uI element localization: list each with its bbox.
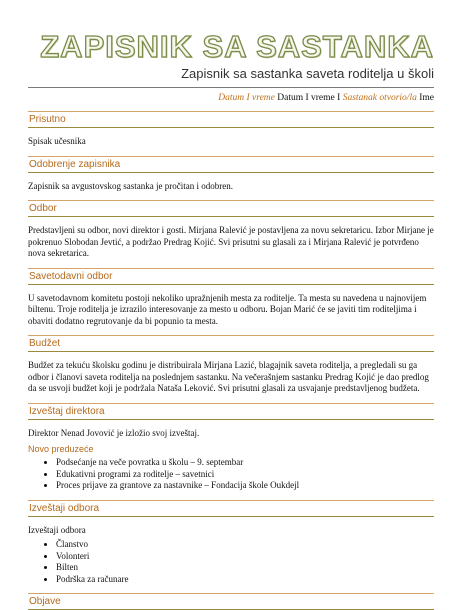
approval-text[interactable]: Zapisnik sa avgustovskog sastanka je pročitan i odobren. [28, 180, 233, 191]
list-item[interactable]: • Volonteri [56, 551, 434, 563]
header [28, 0, 434, 103]
list-item[interactable]: • Podsećanje na veče povratka u školu – 9. septembar [56, 457, 434, 469]
meta-separator: I [337, 93, 341, 103]
section-heading-approval: Odobrenje zapisnika [28, 156, 434, 173]
meeting-meta [28, 93, 434, 103]
section-heading-director: Izveštaj direktora [28, 403, 434, 420]
document-title: ZAPISNIK SA SASTANKA [40, 29, 434, 64]
document-subtitle: Zapisnik sa sastanka saveta roditelja u školi [28, 66, 434, 88]
section-heading-advisory: Savetodavni odbor [28, 268, 434, 285]
list-item[interactable]: • Edukativni programi za roditelje – savetnici [56, 469, 434, 481]
budget-text[interactable]: Budžet za tekuću školsku godinu je distribuirala Mirjana Lazić, blagajnik saveta roditelja, a pregledali su ga odbor i članovi saveta roditelja na poslednjem sastanku. Na večerašnjem sastanku Predrag Kojić je dao predlog da se usvoji budžet koji je podržala Nataša Leković. Svi prisutni glasali za usvajanje predstavljenog budžeta. [28, 360, 429, 393]
opened-by-value[interactable]: Ime [419, 93, 434, 103]
director-subheading: Novo preduzeće [28, 444, 94, 454]
section-heading-attendance: Prisutno [28, 111, 434, 128]
board-text[interactable]: Predstavljeni su odbor, novi direktor i gosti. Mirjana Ralević je postavljena za novu sekretaricu. Izbor Mirjane je pokrenuo Slobodan Jevtić, a podržao Predrag Kojić. Svi prisutni su glasali za i Mirjana Ralević je potvrđeno nova sekretarica. [28, 225, 434, 258]
date-value[interactable]: Datum I vreme [277, 93, 335, 103]
committee-text[interactable]: Izveštaji odbora [28, 524, 86, 535]
section-heading-committee: Izveštaji odbora [28, 500, 434, 517]
director-list [28, 457, 434, 492]
section-heading-budget: Budžet [28, 335, 434, 352]
director-text[interactable]: Direktor Nenad Jovović je izložio svoj izveštaj. [28, 427, 200, 438]
section-heading-board: Odbor [28, 200, 434, 217]
list-item[interactable]: • Bilten [56, 562, 434, 574]
opened-by-label: Sastanak otvorio/la [342, 93, 417, 103]
committee-list [28, 539, 434, 585]
list-item[interactable]: • Podrška za računare [56, 574, 434, 586]
section-heading-news: Objave [28, 593, 434, 610]
advisory-text[interactable]: U savetodavnom komitetu postoji nekoliko upražnjenih mesta za roditelje. Ta mesta su navedena u najnovijem biltenu. Troje roditelja je izrazilo interesovanje za mesto u odboru. Bojan Marić će se javiti tim roditeljima i obaviti dodatno regrutovanje da bi popunio ta mesta. [28, 292, 427, 326]
list-item[interactable]: • Članstvo [56, 539, 434, 551]
list-item[interactable]: • Proces prijave za grantove za nastavnike – Fondacija škole Oukdejl [56, 480, 434, 492]
attendance-text[interactable]: Spisak učesnika [28, 136, 86, 146]
date-label: Datum I vreme [218, 93, 275, 103]
